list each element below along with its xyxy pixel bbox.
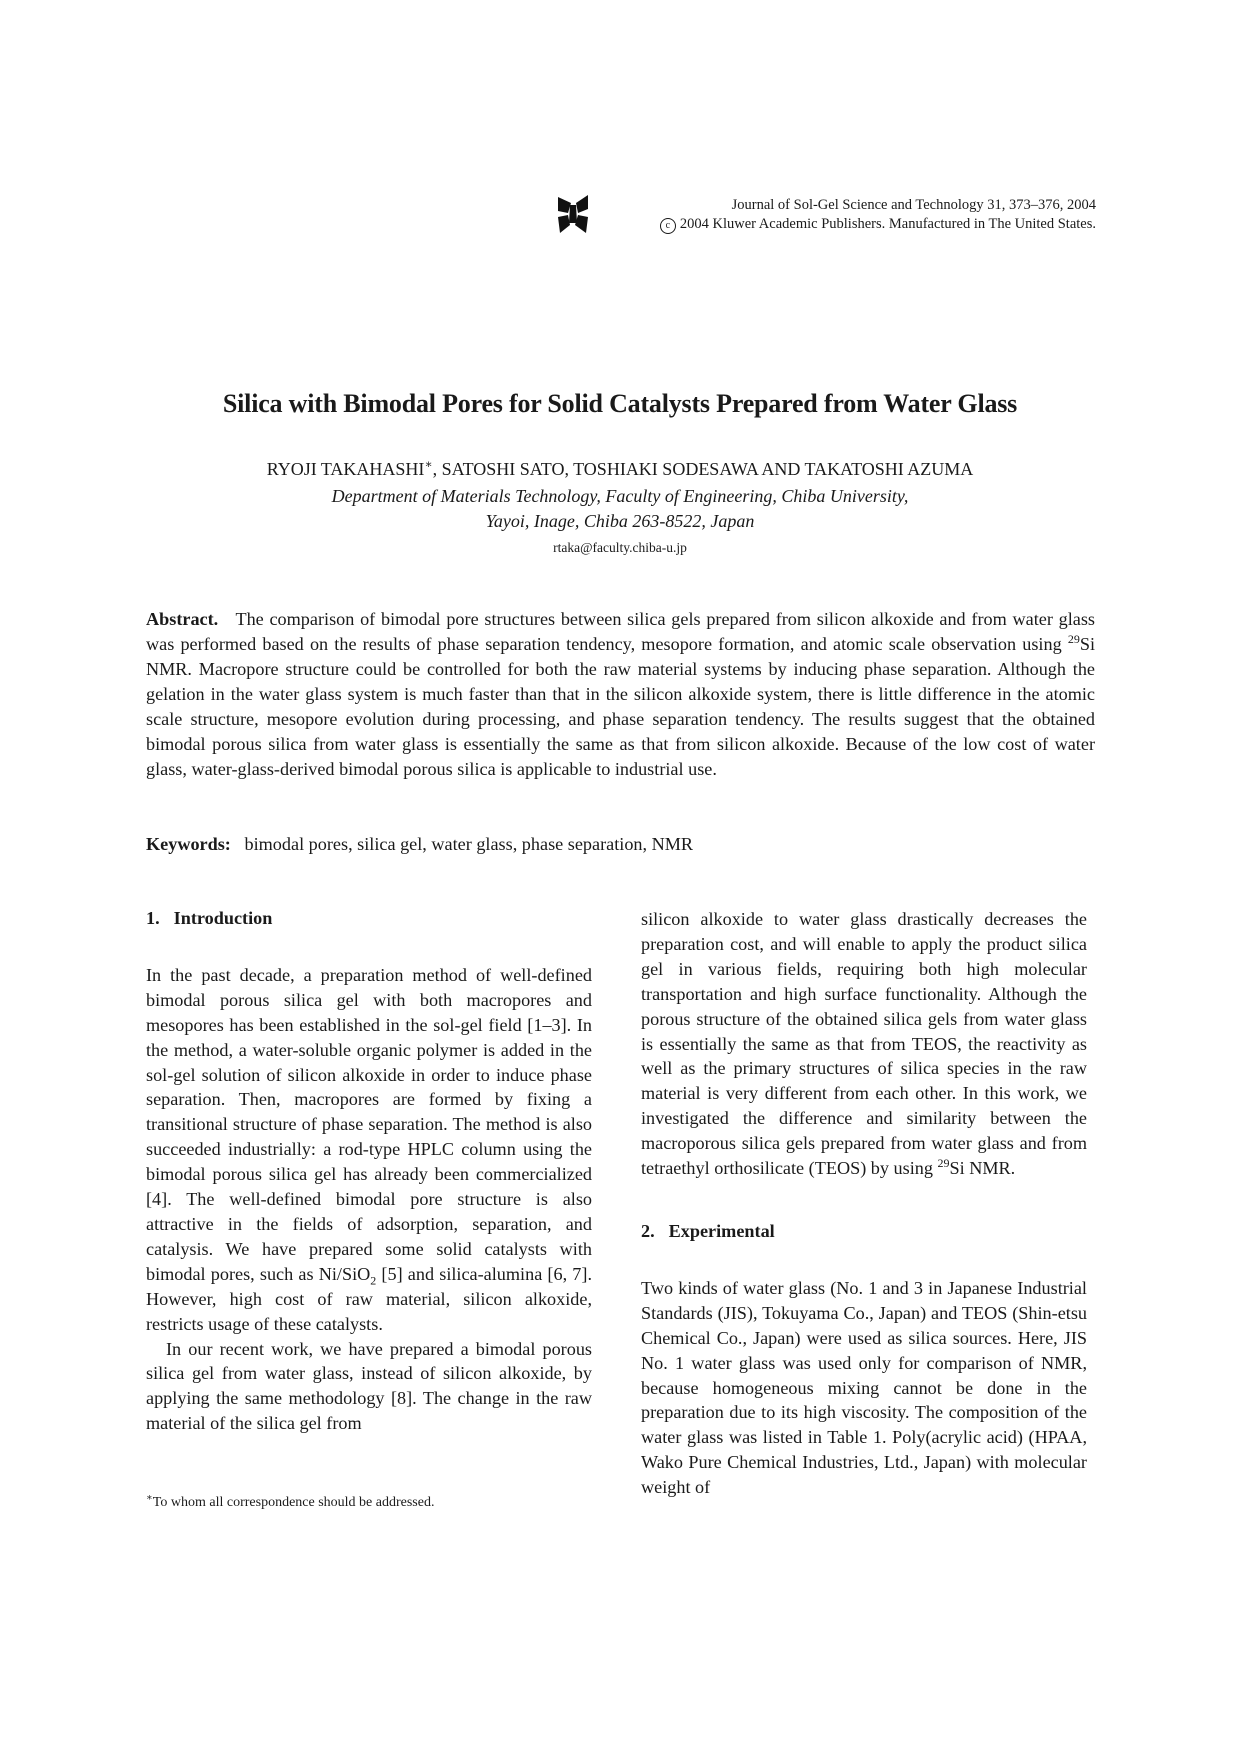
section-heading-experimental: [641, 1219, 1087, 1244]
intro-p1-subscript: 2: [370, 1273, 377, 1288]
footnote-text: To whom all correspondence should be addressed.: [152, 1495, 435, 1510]
keywords-label: Keywords:: [146, 834, 231, 854]
abstract-label: Abstract.: [146, 609, 219, 629]
section-title: Experimental: [668, 1220, 775, 1241]
journal-header: [556, 193, 1096, 237]
first-author: RYOJI TAKAHASHI: [266, 459, 425, 479]
intro-p2-cont-text-b: Si NMR.: [949, 1158, 1016, 1179]
intro-paragraph-1: [146, 963, 592, 1337]
abstract-isotope-sup: 29: [1067, 631, 1080, 646]
copyright-text: 2004 Kluwer Academic Publishers. Manufactured in The United States.: [679, 216, 1096, 232]
intro-p2-cont-sup: 29: [937, 1156, 950, 1170]
section-number: 1.: [146, 908, 160, 928]
intro-p2-cont-text-a: silicon alkoxide to water glass drastically decreases the preparation cost, and will enable to apply the product silica gel in various fields, requiring both high molecular transportation and high surface functionality. Although the porous structure of the obtained silica gels from water glass is essentially the same as that from TEOS, the reactivity as well as the primary structures of silica species in the raw material is very different from each other. In this work, we investigated the difference and similarity between the macroporous silica gels prepared from water glass and from tetraethyl orthosilicate (TEOS) by using: [641, 909, 1087, 1179]
intro-paragraph-2: In our recent work, we have prepared a bimodal porous silica gel from water glass, instead of silicon alkoxide, by applying the same methodology [8]. The change in the raw material of the silica gel from: [146, 1338, 592, 1434]
author-email: rtaka@faculty.chiba-u.jp: [553, 540, 687, 555]
keywords-text: bimodal pores, silica gel, water glass, phase separation, NMR: [244, 834, 694, 854]
footnote: [146, 1492, 435, 1511]
section-number: 2.: [641, 1220, 655, 1241]
abstract-text-a: The comparison of bimodal pore structures between silica gels prepared from silicon alkoxide and from water glass was performed based on the results of phase separation tendency, mesopore formation, and atomic scale observation using: [146, 609, 1095, 654]
left-column: [146, 906, 592, 1436]
other-authors: , SATOSHI SATO, TOSHIAKI SODESAWA AND TAKATOSHI AZUMA: [432, 459, 974, 479]
abstract-text-b: Si NMR. Macropore structure could be controlled for both the raw material systems by inducing phase separation. Although the gelation in the water glass system is much faster than that in the silicon alkoxide system, there is little difference in the atomic scale structure, mesopore evolution during processing, and phase separation tendency. The results suggest that the obtained bimodal porous silica from water glass is essentially the same as that from silicon alkoxide. Because of the low cost of water glass, water-glass-derived bimodal porous silica is applicable to industrial use.: [146, 634, 1095, 779]
corresponding-author-mark: ∗: [424, 457, 433, 471]
copyright-line: [660, 214, 1096, 234]
affiliation-line-2: Yayoi, Inage, Chiba 263-8522, Japan: [485, 511, 755, 531]
keywords: [146, 832, 1095, 857]
intro-p1-text-a: In the past decade, a preparation method of well-defined bimodal porous silica gel with both macropores and mesopores has been established in the sol-gel field [1–3]. In the method, a water-soluble organic polymer is added in the sol-gel solution of silicon alkoxide in order to induce phase separation. Then, macropores are formed by fixing a transitional structure of phase separation. The method is also succeeded industrially: a rod-type HPLC column using the bimodal porous silica gel has already been commercialized [4]. The well-defined bimodal pore structure is also attractive in the fields of adsorption, separation, and catalysis. We have prepared some solid catalysts with bimodal pores, such as Ni/SiO: [146, 964, 592, 1284]
intro-p1-text-b: [5] and silica-alumina [6, 7]. However, high cost of raw material, silicon alkoxide, restricts usage of these catalysts.: [146, 1263, 592, 1334]
journal-citation: Journal of Sol-Gel Science and Technology 31, 373–376, 2004: [731, 197, 1096, 213]
section-heading-introduction: [146, 906, 592, 931]
copyright-icon: c: [660, 218, 676, 234]
affiliation-line-1: Department of Materials Technology, Faculty of Engineering, Chiba University,: [331, 486, 909, 506]
experimental-paragraph-1: Two kinds of water glass (No. 1 and 3 in Japanese Industrial Standards (JIS), Tokuyama Co., Japan) and TEOS (Shin-etsu Chemical Co., Japan) were used as silica sources. Here, JIS No. 1 water glass was used only for comparison of NMR, because homogeneous mixing cannot be done in the preparation due to its high viscosity. The composition of the water glass was listed in Table 1. Poly(acrylic acid) (HPAA, Wako Pure Chemical Industries, Ltd., Japan) with molecular weight of: [641, 1277, 1087, 1498]
publisher-logo-icon: [556, 193, 590, 235]
author-list: [0, 459, 1240, 480]
right-column: [641, 907, 1087, 1500]
footnote-mark: ∗: [146, 1492, 153, 1504]
abstract: [146, 607, 1095, 782]
intro-paragraph-2-continued: [641, 907, 1087, 1181]
paper-title: Silica with Bimodal Pores for Solid Catalysts Prepared from Water Glass: [222, 389, 1018, 418]
section-title: Introduction: [173, 908, 273, 928]
